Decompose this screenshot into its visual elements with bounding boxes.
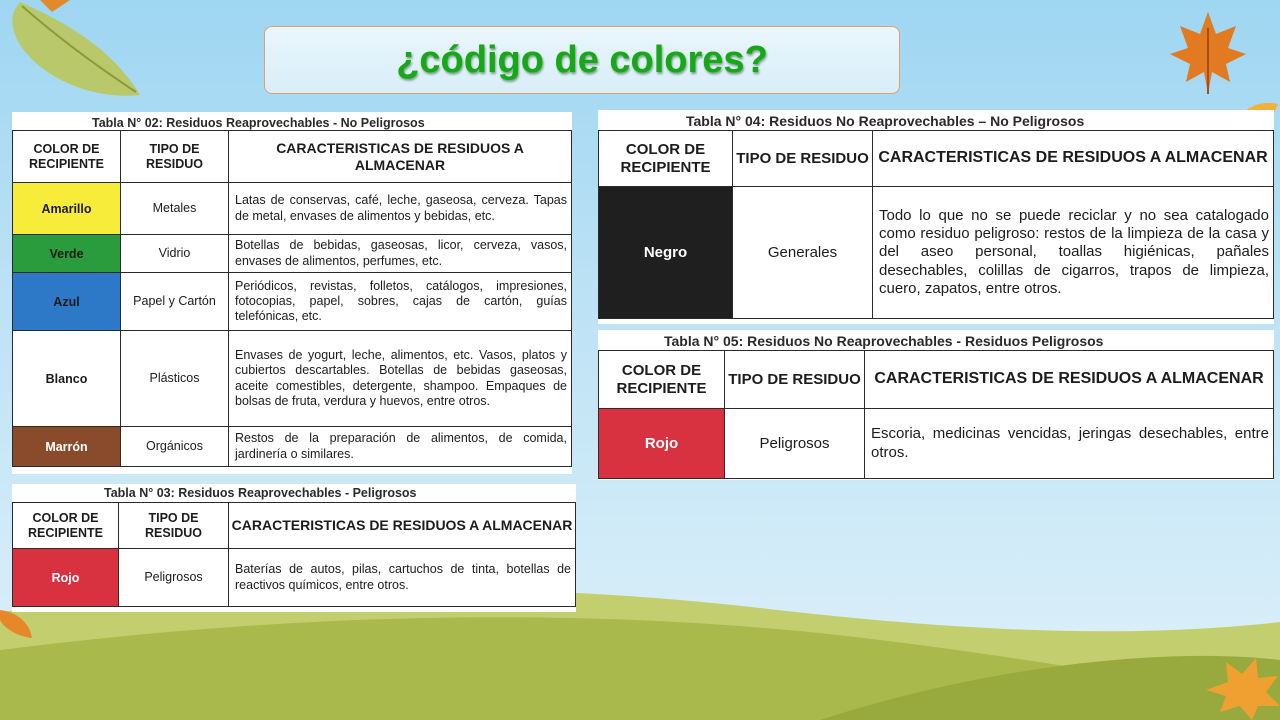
header-tipo: TIPO DE RESIDUO — [119, 503, 229, 549]
tipo-cell: Peligrosos — [119, 549, 229, 607]
header-tipo: TIPO DE RESIDUO — [725, 351, 865, 409]
table-row — [599, 187, 1274, 319]
description-cell: Baterías de autos, pilas, cartuchos de tinta, botellas de reactivos químicos, entre otros. — [229, 549, 576, 607]
color-cell: Rojo — [13, 549, 119, 607]
header-color: COLOR DE RECIPIENTE — [599, 131, 733, 187]
table-row — [13, 427, 572, 467]
table-row — [13, 331, 572, 427]
description-cell: Periódicos, revistas, folletos, catálogos, impresiones, fotocopias, papel, sobres, cajas de cartón, guías telefónicas, etc. — [229, 273, 572, 331]
table-row — [13, 235, 572, 273]
color-cell: Marrón — [13, 427, 121, 467]
table-caption: Tabla N° 04: Residuos No Reaprovechables – No Peligrosos — [686, 113, 1085, 129]
table-04 — [598, 110, 1274, 324]
table-header-row — [13, 503, 576, 549]
header-color: COLOR DE RECIPIENTE — [13, 503, 119, 549]
color-cell: Negro — [599, 187, 733, 319]
table-caption: Tabla N° 02: Residuos Reaprovechables - No Peligrosos — [92, 116, 425, 130]
description-cell: Escoria, medicinas vencidas, jeringas desechables, entre otros. — [865, 409, 1274, 479]
header-caracteristicas: CARACTERISTICAS DE RESIDUOS A ALMACENAR — [873, 131, 1274, 187]
table-caption: Tabla N° 05: Residuos No Reaprovechables - Residuos Peligrosos — [664, 333, 1104, 349]
tipo-cell: Plásticos — [121, 331, 229, 427]
header-caracteristicas: CARACTERISTICAS DE RESIDUOS A ALMACENAR — [229, 131, 572, 183]
waste-table — [598, 130, 1274, 319]
color-cell: Amarillo — [13, 183, 121, 235]
waste-table — [598, 350, 1274, 479]
color-cell: Verde — [13, 235, 121, 273]
tipo-cell: Papel y Cartón — [121, 273, 229, 331]
description-cell: Envases de yogurt, leche, alimentos, etc. Vasos, platos y cubiertos descartables. Botellas de bebidas gaseosas, aceite comestibles, detergente, shampoo. Empaques de bolsas de fruta, verdura y huevos, entre otros. — [229, 331, 572, 427]
header-color: COLOR DE RECIPIENTE — [599, 351, 725, 409]
table-row — [13, 273, 572, 331]
leaf-icon — [0, 0, 150, 110]
table-row — [13, 549, 576, 607]
description-cell: Latas de conservas, café, leche, gaseosa, cerveza. Tapas de metal, envases de alimentos y bebidas, etc. — [229, 183, 572, 235]
table-header-row — [599, 131, 1274, 187]
tipo-cell: Orgánicos — [121, 427, 229, 467]
table-header-row — [599, 351, 1274, 409]
waste-table — [12, 502, 576, 607]
table-05 — [598, 330, 1274, 480]
table-caption: Tabla N° 03: Residuos Reaprovechables - Peligrosos — [104, 486, 417, 500]
tipo-cell: Generales — [733, 187, 873, 319]
description-cell: Todo lo que no se puede reciclar y no sea catalogado como residuo peligroso: restos de la limpieza de la casa y del aseo personal, toallas higiénicas, pañales desechables, colillas de cigarros, trapos de limpieza, cuero, zapatos, entre otros. — [873, 187, 1274, 319]
color-cell: Azul — [13, 273, 121, 331]
maple-leaf-icon — [1186, 650, 1280, 720]
table-03 — [12, 484, 576, 612]
maple-leaf-icon — [1168, 8, 1248, 98]
header-caracteristicas: CARACTERISTICAS DE RESIDUOS A ALMACENAR — [865, 351, 1274, 409]
tipo-cell: Metales — [121, 183, 229, 235]
tipo-cell: Peligrosos — [725, 409, 865, 479]
header-caracteristicas: CARACTERISTICAS DE RESIDUOS A ALMACENAR — [229, 503, 576, 549]
table-header-row — [13, 131, 572, 183]
description-cell: Restos de la preparación de alimentos, de comida, jardinería o similares. — [229, 427, 572, 467]
slide-title: ¿código de colores? — [396, 38, 768, 81]
table-row — [13, 183, 572, 235]
color-cell: Rojo — [599, 409, 725, 479]
table-row — [599, 409, 1274, 479]
slide-title-box — [264, 26, 900, 94]
waste-table — [12, 130, 572, 467]
header-color: COLOR DE RECIPIENTE — [13, 131, 121, 183]
table-02 — [12, 112, 572, 474]
description-cell: Botellas de bebidas, gaseosas, licor, cerveza, vasos, envases de alimentos, perfumes, etc. — [229, 235, 572, 273]
tipo-cell: Vidrio — [121, 235, 229, 273]
color-cell: Blanco — [13, 331, 121, 427]
header-tipo: TIPO DE RESIDUO — [733, 131, 873, 187]
header-tipo: TIPO DE RESIDUO — [121, 131, 229, 183]
